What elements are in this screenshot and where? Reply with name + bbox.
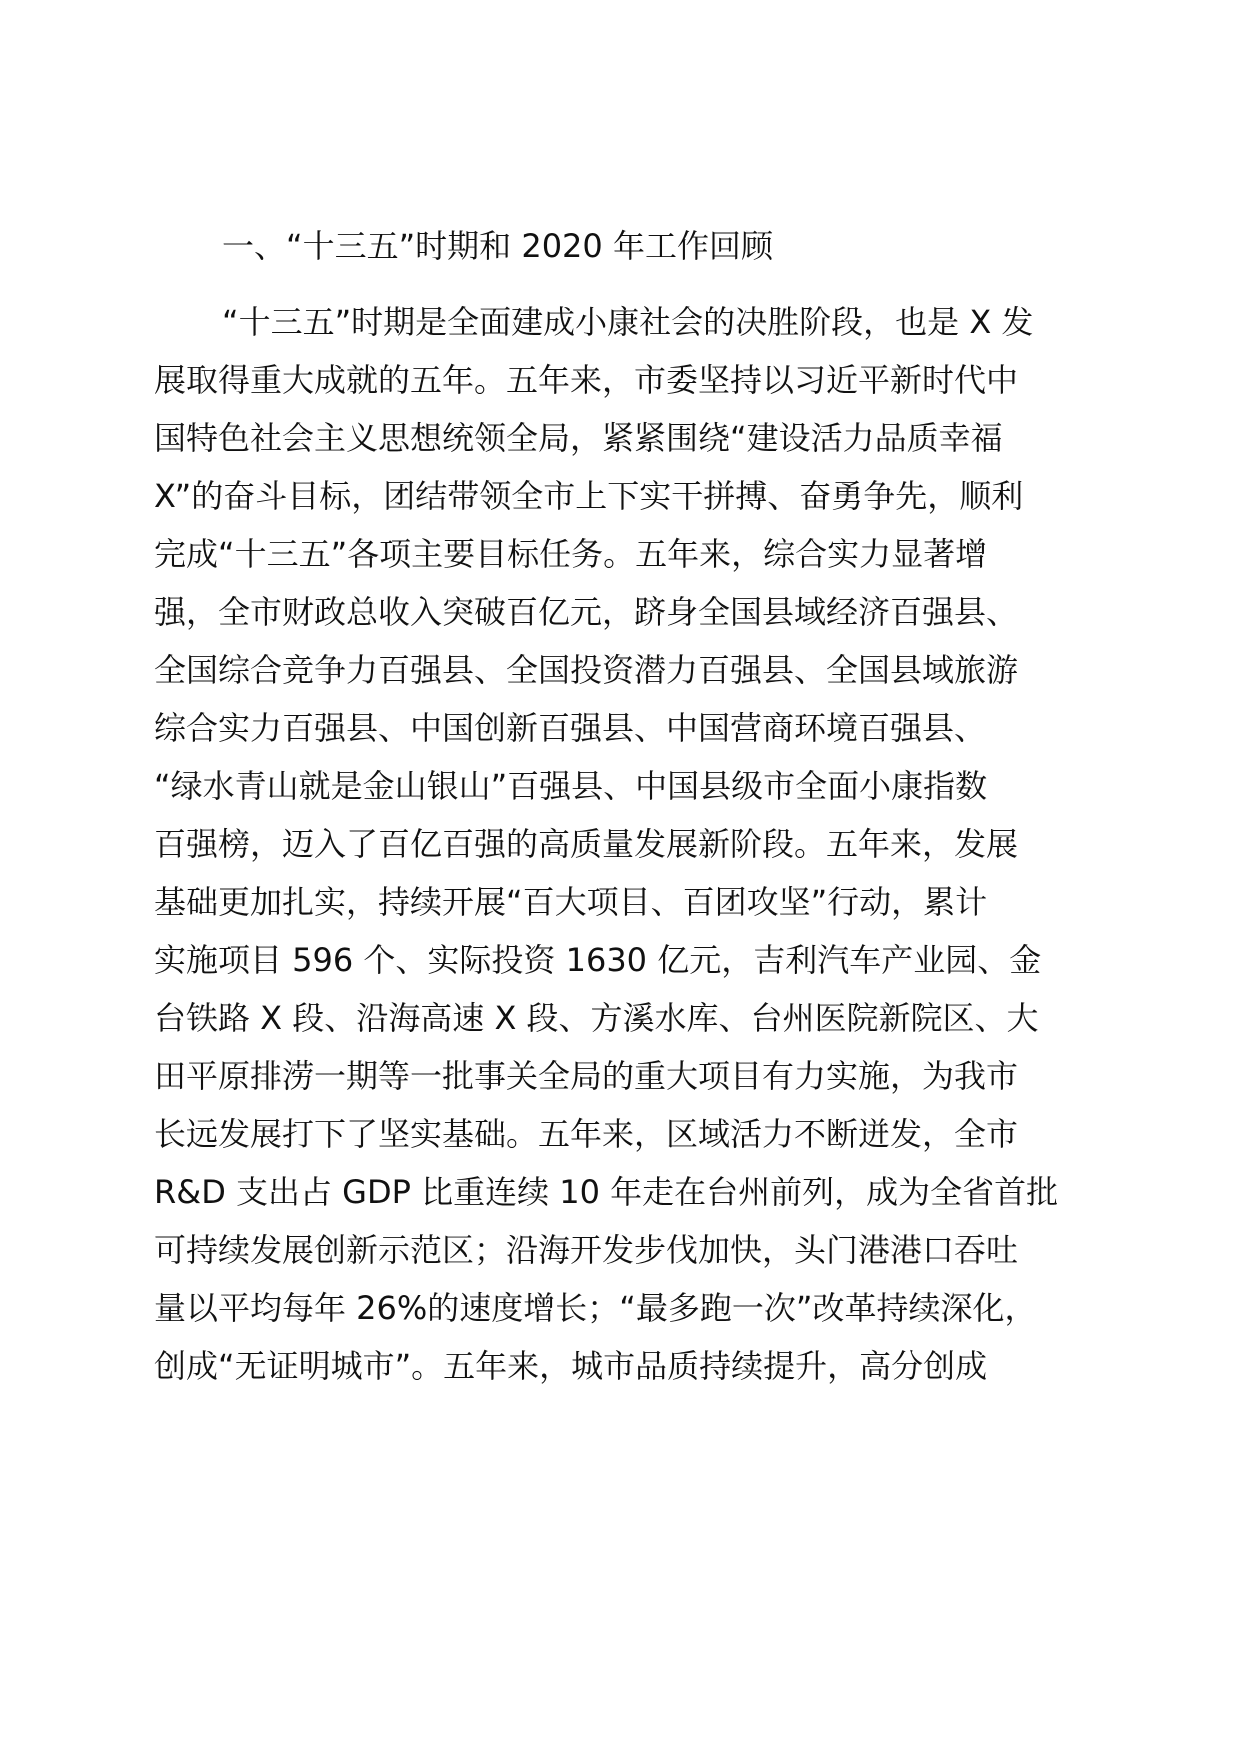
- text-line-15: 长远发展打下了坚实基础。五年来，区域活力不断迸发，全市: [154, 1115, 1019, 1153]
- text-line-3: 国特色社会主义思想统领全局，紧紧围绕“建设活力品质幸福: [154, 419, 1003, 457]
- text-line-2: 展取得重大成就的五年。五年来，市委坚持以习近平新时代中: [154, 361, 1019, 399]
- text-line-19: 创成“无证明城市”。五年来，城市品质持续提升，高分创成: [154, 1347, 988, 1385]
- text-line-6: 强，全市财政总收入突破百亿元，跻身全国县域经济百强县、: [154, 593, 1019, 631]
- text-line-12: 实施项目 596 个、实际投资 1630 亿元，吉利汽车产业园、金: [154, 941, 1042, 979]
- text-line-10: 百强榜，迈入了百亿百强的高质量发展新阶段。五年来，发展: [154, 825, 1019, 863]
- text-line-9: “绿水青山就是金山银山”百强县、中国县级市全面小康指数: [154, 767, 988, 805]
- text-line-4: X”的奋斗目标，团结带领全市上下实干拼搏、奋勇争先，顺利: [154, 477, 1024, 515]
- text-line-7: 全国综合竞争力百强县、全国投资潜力百强县、全国县域旅游: [154, 651, 1019, 689]
- text-line-5: 完成“十三五”各项主要目标任务。五年来，综合实力显著增: [154, 535, 988, 573]
- text-line-11: 基础更加扎实，持续开展“百大项目、百团攻坚”行动，累计: [154, 883, 988, 921]
- text-line-17: 可持续发展创新示范区；沿海开发步伐加快，头门港港口吞吐: [154, 1231, 1019, 1269]
- text-line-8: 综合实力百强县、中国创新百强县、中国营商环境百强县、: [154, 709, 987, 747]
- text-line-14: 田平原排涝一期等一批事关全局的重大项目有力实施，为我市: [154, 1057, 1019, 1095]
- section-heading: 一、“十三五”时期和 2020 年工作回顾: [222, 227, 773, 265]
- text-line-16: R&D 支出占 GDP 比重连续 10 年走在台州前列，成为全省首批: [154, 1173, 1059, 1211]
- text-line-18: 量以平均每年 26%的速度增长；“最多跑一次”改革持续深化，: [154, 1289, 1037, 1327]
- text-line-1: “十三五”时期是全面建成小康社会的决胜阶段，也是 X 发: [222, 303, 1034, 341]
- text-line-13: 台铁路 X 段、沿海高速 X 段、方溪水库、台州医院新院区、大: [154, 999, 1039, 1037]
